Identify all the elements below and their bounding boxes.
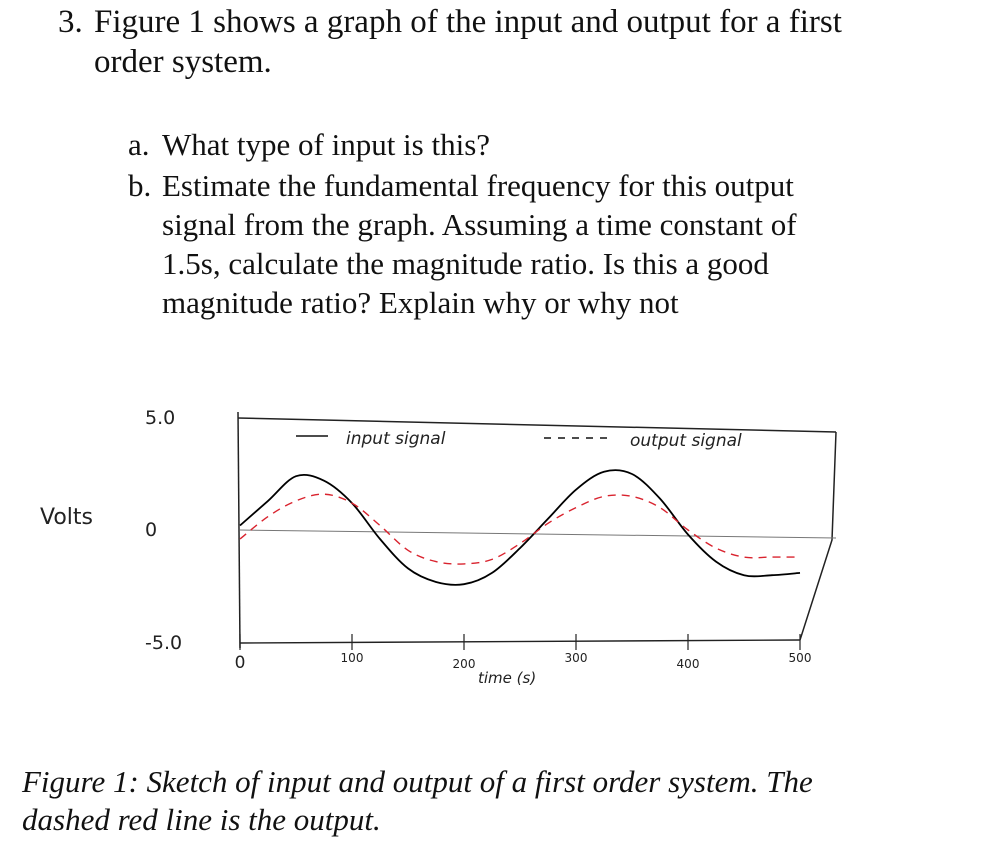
y-axis-label: Volts bbox=[40, 505, 94, 530]
part-b-line1: Estimate the fundamental frequency for this output bbox=[162, 168, 794, 203]
x-axis-label: time (s) bbox=[478, 669, 537, 687]
part-b-label: b. bbox=[128, 168, 152, 203]
caption-line1: Figure 1: Sketch of input and output of a first order system. The bbox=[22, 764, 813, 799]
legend-input-label: input signal bbox=[346, 429, 446, 449]
question-text-line2: order system. bbox=[94, 44, 272, 80]
x-tick-label: 200 bbox=[452, 657, 476, 671]
chart-frame-left bbox=[238, 412, 240, 648]
part-b-line4: magnitude ratio? Explain why or why not bbox=[162, 285, 679, 320]
y-tick-label: -5.0 bbox=[145, 632, 183, 654]
y-tick-labels bbox=[145, 407, 182, 654]
figure-caption bbox=[22, 763, 952, 839]
question-number: 3. bbox=[58, 4, 83, 40]
chart-frame-top bbox=[238, 418, 836, 432]
x-tick-label: 300 bbox=[564, 651, 588, 665]
x-tick-label: 500 bbox=[788, 651, 812, 665]
chart-frame-right bbox=[800, 432, 836, 640]
x-tick-label: 0 bbox=[234, 653, 246, 673]
y-tick-label: 5.0 bbox=[145, 407, 176, 429]
part-a-label: a. bbox=[128, 127, 150, 162]
legend-output-label: output signal bbox=[630, 431, 742, 451]
part-b-line2: signal from the graph. Assuming a time constant of bbox=[162, 207, 797, 242]
chart-x-axis bbox=[240, 640, 800, 643]
part-a-text: What type of input is this? bbox=[162, 127, 491, 162]
question-text-line1: Figure 1 shows a graph of the input and output for a first bbox=[94, 4, 842, 40]
x-tick-label: 100 bbox=[340, 651, 364, 665]
output-signal-line bbox=[240, 494, 800, 564]
part-b-line3: 1.5s, calculate the magnitude ratio. Is this a good bbox=[162, 246, 769, 281]
y-tick-label: 0 bbox=[145, 519, 158, 541]
x-tick-label: 400 bbox=[676, 657, 700, 671]
caption-line2: dashed red line is the output. bbox=[22, 802, 381, 837]
input-signal-line bbox=[240, 470, 800, 585]
series-layer bbox=[240, 470, 800, 585]
